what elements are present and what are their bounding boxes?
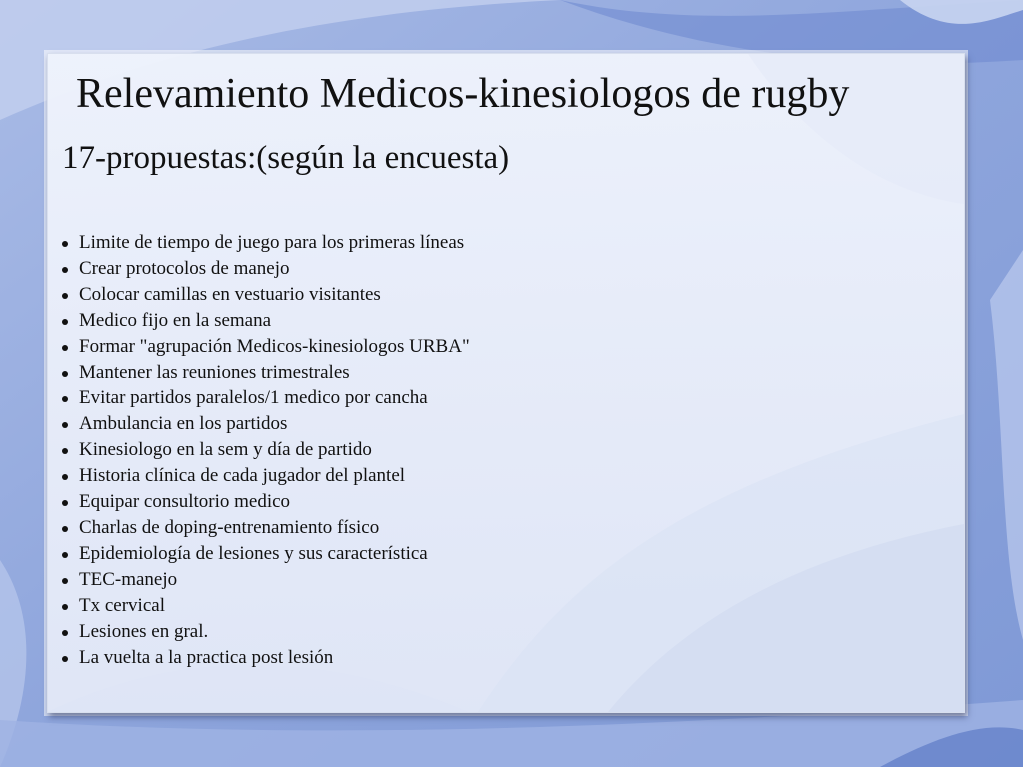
list-item-text: Limite de tiempo de juego para los primeras líneas [79,232,465,253]
list-item [62,385,470,411]
bullet-icon [62,371,68,377]
list-item [62,437,470,463]
list-item [62,515,470,541]
bullet-icon [62,319,68,325]
list-item [62,567,470,593]
bullet-icon [62,396,68,402]
list-item-text: Mantener las reuniones trimestrales [79,361,350,383]
bullet-icon [62,500,68,506]
proposals-list [62,230,470,670]
bullet-icon [62,526,68,532]
list-item-text: Medico fijo en la semana [79,309,272,331]
bullet-icon [62,293,68,299]
list-item-text: Tx cervical [79,594,165,616]
bullet-icon [62,448,68,454]
list-item [62,282,470,308]
list-item-text: TEC-manejo [79,568,178,590]
list-item [62,230,470,256]
list-item-text: Ambulancia en los partidos [79,413,288,435]
slide-title: Relevamiento Medicos-kinesiologos de rugby [76,71,850,117]
list-item-text: Formar "agrupación Medicos-kinesiologos URBA" [79,335,470,357]
list-item-text: Equipar consultorio medico [79,491,291,513]
bullet-icon [62,422,68,428]
bullet-icon [62,474,68,480]
list-item-text: Colocar camillas en vestuario visitantes [79,283,381,305]
list-item [62,308,470,334]
bullet-icon [62,604,68,610]
bullet-icon [62,578,68,584]
bullet-icon [62,630,68,636]
bullet-icon [62,552,68,558]
list-item-text: Historia clínica de cada jugador del plantel [79,465,406,487]
bullet-icon [62,267,68,273]
list-item-text: Charlas de doping-entrenamiento físico [79,516,380,538]
list-item [62,360,470,386]
list-item [62,411,470,437]
list-item-text: Crear protocolos de manejo [79,257,290,279]
list-item-text: Evitar partidos paralelos/1 medico por cancha [79,387,428,409]
list-item [62,256,470,282]
bullet-icon [62,656,68,662]
list-item-text: Epidemiología de lesiones y sus característica [79,542,428,564]
list-item-text: Lesiones en gral. [79,620,209,642]
list-item [62,334,470,360]
list-item [62,463,470,489]
list-item-text: La vuelta a la practica post lesión [79,646,334,668]
list-item [62,541,470,567]
bullet-icon [62,241,68,247]
list-item [62,645,470,671]
list-item-text: Kinesiologo en la sem y día de partido [79,439,372,461]
slide-panel [47,53,965,713]
bullet-icon [62,345,68,351]
list-item [62,593,470,619]
slide-subtitle: 17-propuestas:(según la encuesta) [62,140,510,176]
list-item [62,489,470,515]
list-item [62,619,470,645]
